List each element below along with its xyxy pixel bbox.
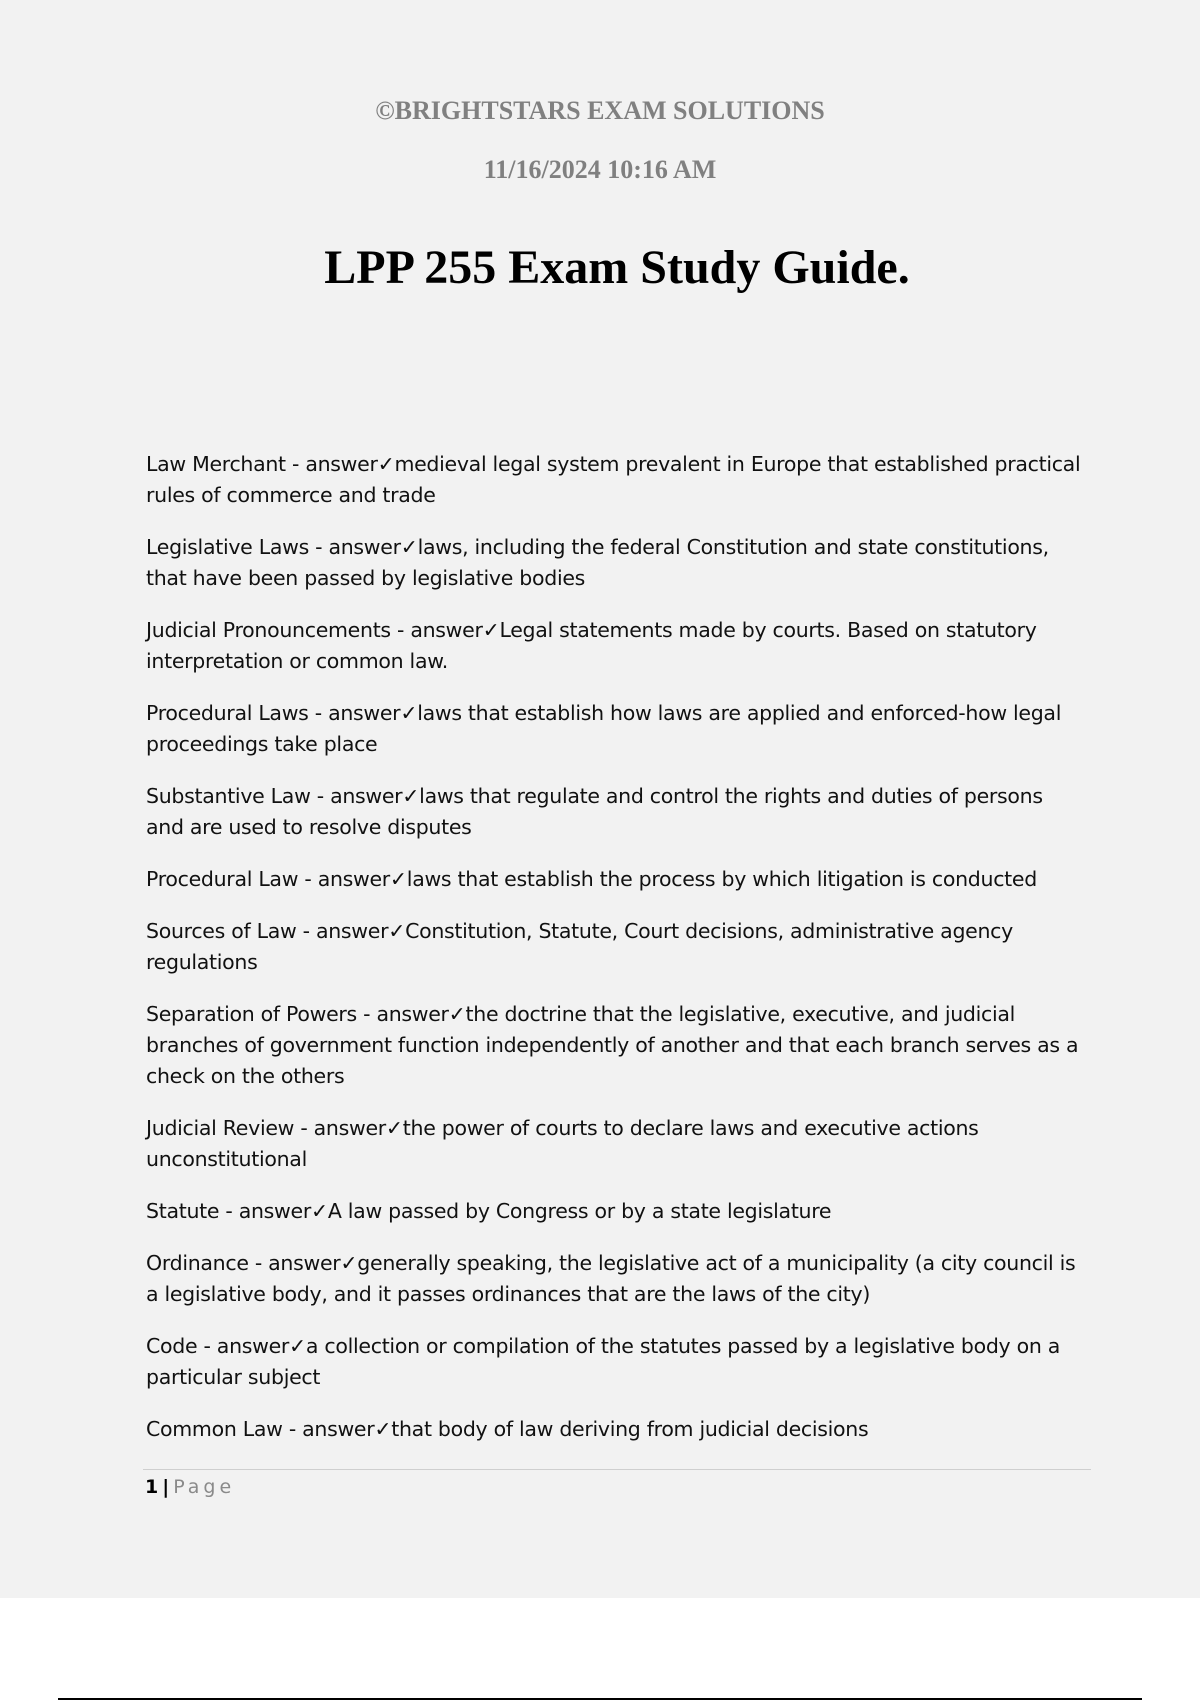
timestamp-header: 11/16/2024 10:16 AM [483,155,717,184]
list-item: Ordinance - answer✓generally speaking, the legislative act of a municipality (a city council is a legislative body, and it passes ordinances that are the laws of the city) [146,1251,1076,1306]
study-guide-entries [146,449,1086,1466]
list-item: Statute - answer✓A law passed by Congress or by a state legislature [146,1199,832,1223]
company-header: ©BRIGHTSTARS EXAM SOLUTIONS [375,96,825,125]
list-item: Code - answer✓a collection or compilation of the statutes passed by a legislative body on a particular subject [146,1334,1060,1389]
list-item: Legislative Laws - answer✓laws, including the federal Constitution and state constitutions, that have been passed by legislative bodies [146,535,1049,590]
list-item: Separation of Powers - answer✓the doctrine that the legislative, executive, and judicial branches of government function independently of another and that each branch serves as a check on the others [146,1002,1079,1088]
footer-divider [143,1469,1091,1470]
page-label: Page [173,1476,236,1498]
list-item: Sources of Law - answer✓Constitution, Statute, Court decisions, administrative agency regulations [146,919,1013,974]
list-item: Procedural Laws - answer✓laws that establish how laws are applied and enforced-how legal proceedings take place [146,701,1062,756]
list-item: Judicial Pronouncements - answer✓Legal statements made by courts. Based on statutory interpretation or common law. [146,618,1037,673]
list-item: Procedural Law - answer✓laws that establish the process by which litigation is conducted [146,867,1037,891]
list-item: Substantive Law - answer✓laws that regulate and control the rights and duties of persons and are used to resolve disputes [146,784,1043,839]
list-item: Judicial Review - answer✓the power of courts to declare laws and executive actions unconstitutional [146,1116,979,1171]
list-item: Common Law - answer✓that body of law deriving from judicial decisions [146,1417,869,1441]
footer-separator: | [162,1476,170,1498]
document-title: LPP 255 Exam Study Guide. [324,241,910,294]
page-footer [145,1474,235,1500]
page-number: 1 [145,1476,159,1498]
list-item: Law Merchant - answer✓medieval legal system prevalent in Europe that established practical rules of commerce and trade [146,452,1081,507]
